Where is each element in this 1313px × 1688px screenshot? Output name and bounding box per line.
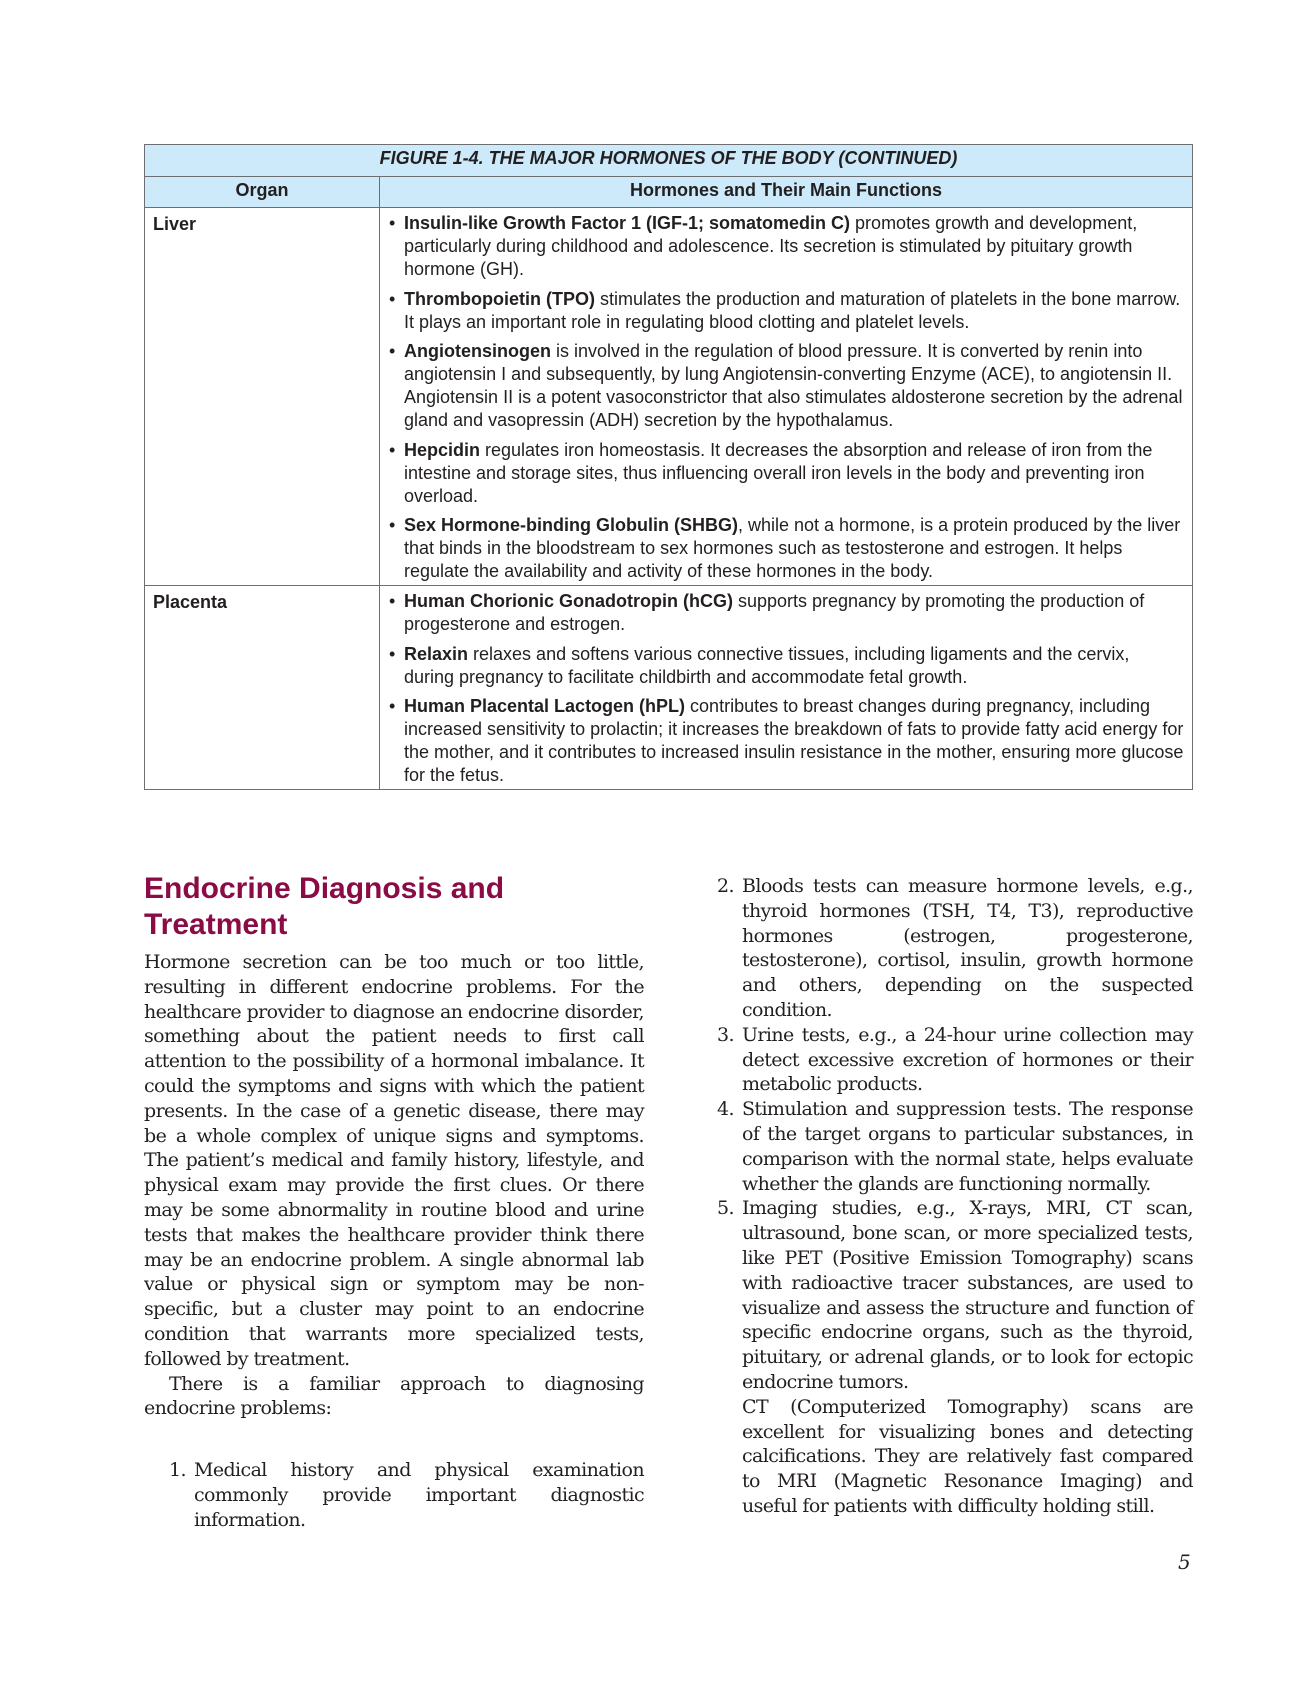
bullet-icon: • [389, 341, 396, 361]
hormone-name: Hepcidin [404, 439, 481, 460]
hormone-description: is involved in the regulation of blood pressure. It is converted by renin into angiotensin I and subsequently, by lung Angiotensin-converting Enzyme (ACE), to angiotensin II. Angiotensin II is a potent vasoconstrictor that also stimulates aldosterone secretion by the adrenal gland and vasopressin (ADH) secretion by the hypothalamus. [404, 341, 1183, 430]
bullet-icon: • [389, 591, 396, 611]
organ-cell: Liver [145, 208, 380, 586]
left-column [144, 950, 644, 1533]
hormone-description: regulates iron homeostasis. It decreases the absorption and release of iron from the intestine and storage sites, thus influencing overall iron levels in the body and preventing iron overload. [404, 439, 1153, 506]
bullet-icon: • [389, 288, 396, 309]
bullet-icon: • [389, 515, 396, 535]
list-number: 4. [717, 1098, 734, 1121]
hormone-item [388, 212, 1184, 281]
list-text: Medical history and physical examination commonly provide important diagnostic information. [194, 1459, 644, 1531]
hormone-item [388, 288, 1184, 334]
hormone-description: , while not a hormone, is a protein produced by the liver that binds in the bloodstream to sex hormones such as testosterone and estrogen. It helps regulate the availability and activity of these hormones in the body. [404, 515, 1181, 581]
list-item [717, 1196, 1193, 1518]
hormone-description: supports pregnancy by promoting the production of progesterone and estrogen. [404, 591, 1145, 634]
list-item-continuation: CT (Computerized Tomography) scans are excellent for visualizing bones and detecting calcifications. They are relatively fast compared to MRI (Magnetic Resonance Imaging) and useful for patients with difficulty holding still. [742, 1395, 1193, 1517]
hormone-description: relaxes and softens various connective tissues, including ligaments and the cervix, during pregnancy to facilitate childbirth and accommodate fetal growth. [404, 643, 1130, 687]
figure-title: FIGURE 1-4. THE MAJOR HORMONES OF THE BODY (CONTINUED) [145, 145, 1193, 177]
table-row-placenta [145, 586, 1193, 790]
hormone-item [388, 514, 1184, 583]
list-text: Imaging studies, e.g., X-rays, MRI, CT scan, ultrasound, bone scan, or more specialized tests, like PET (Positive Emission Tomography) scans with radioactive tracer substances, are used to visualize and assess the structure and function of specific endocrine organs, such as the thyroid, pituitary, or adrenal glands, or to look for ectopic endocrine tumors. [742, 1197, 1193, 1393]
hormone-description: contributes to breast changes during pregnancy, including increased sensitivity to prolactin; it increases the breakdown of fats to provide fatty acid energy for the mother, and it contributes to increased insulin resistance in the mother, ensuring more glucose for the fetus. [404, 696, 1184, 785]
hormone-item [388, 340, 1184, 432]
list-item [717, 1023, 1193, 1097]
hormones-cell [380, 208, 1193, 586]
hormone-name: Relaxin [404, 643, 469, 664]
list-item [717, 1097, 1193, 1196]
bullet-icon: • [389, 213, 396, 233]
column-header-organ: Organ [145, 177, 380, 208]
list-number: 3. [717, 1023, 734, 1046]
hormone-item [388, 439, 1184, 508]
hormones-cell [380, 586, 1193, 790]
table-row-liver [145, 208, 1193, 586]
diagnosis-steps-list [144, 1458, 644, 1532]
hormone-name: Insulin-like Growth Factor 1 (IGF-1; somatomedin C) [404, 213, 851, 233]
hormone-description: stimulates the production and maturation of platelets in the bone marrow. It plays an important role in regulating blood clotting and platelet levels. [404, 288, 1181, 332]
hormone-item [388, 695, 1184, 787]
column-header-hormones: Hormones and Their Main Functions [380, 177, 1193, 208]
hormone-description: promotes growth and development, particularly during childhood and adolescence. Its secretion is stimulated by pituitary growth hormone (GH). [404, 213, 1138, 279]
list-text: Stimulation and suppression tests. The response of the target organs to particular substances, in comparison with the normal state, helps evaluate whether the glands are functioning normally. [742, 1098, 1193, 1195]
list-item [717, 874, 1193, 1023]
list-number: 2. [717, 875, 734, 897]
list-item [169, 1458, 644, 1532]
hormone-item [388, 590, 1184, 636]
list-text: Bloods tests can measure hormone levels, e.g., thyroid hormones (TSH, T4, T3), reproductive hormones (estrogen, progesterone, testosterone), cortisol, insulin, growth hormone and others, depending on the suspected condition. [742, 875, 1193, 1021]
hormone-item [388, 643, 1184, 689]
diagnosis-steps-list-continued [717, 874, 1193, 1519]
bullet-icon: • [389, 696, 396, 716]
bullet-icon: • [389, 643, 396, 664]
hormone-name: Human Chorionic Gonadotropin (hCG) [404, 591, 733, 611]
organ-cell: Placenta [145, 586, 380, 790]
section-heading: Endocrine Diagnosis and Treatment [144, 872, 505, 941]
list-number: 5. [717, 1197, 734, 1220]
list-text: Urine tests, e.g., a 24-hour urine collection may detect excessive excretion of hormones or their metabolic products. [742, 1023, 1193, 1096]
hormone-name: Angiotensinogen [404, 341, 551, 361]
body-paragraph: Hormone secretion can be too much or too little, resulting in different endocrine problems. For the healthcare provider to diagnose an endocrine disorder, something about the patient needs to first call attention to the possibility of a hormonal imbalance. It could the symptoms and signs with which the patient presents. In the case of a genetic disease, there may be a whole complex of unique signs and symptoms. The patient’s medical and family history, lifestyle, and physical exam may provide the first clues. Or there may be some abnormality in routine blood and urine tests that makes the healthcare provider think there may be an endocrine problem. A single abnormal lab value or physical sign or symptom may be non-specific, but a cluster may point to an endocrine condition that warrants more specialized tests, followed by treatment. [144, 951, 644, 1370]
hormones-figure-table [144, 144, 1193, 790]
hormone-name: Sex Hormone-binding Globulin (SHBG) [404, 515, 738, 535]
right-column [717, 874, 1193, 1519]
hormone-name: Human Placental Lactogen (hPL) [404, 696, 686, 716]
bullet-icon: • [389, 439, 396, 460]
hormone-name: Thrombopoietin (TPO) [404, 288, 595, 309]
list-number: 1. [169, 1459, 186, 1482]
body-paragraph: There is a familiar approach to diagnosing endocrine problems: [144, 1372, 644, 1420]
page-number: 5 [1178, 1550, 1191, 1574]
